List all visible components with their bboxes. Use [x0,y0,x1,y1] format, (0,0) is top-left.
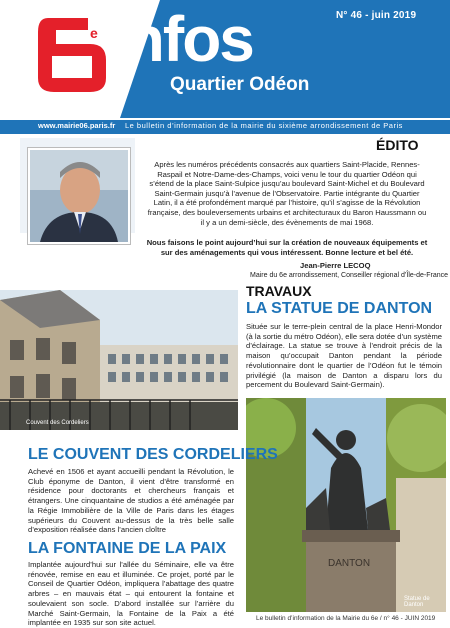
danton-photo [246,398,446,612]
footer: Le bulletin d’information de la Mairie du 6e / n° 46 - JUIN 2019 [256,615,436,622]
cordeliers-text: Achevé en 1506 et ayant accueilli pendant la Révolution, le Club éponyme de Danton, il vient d’être transformé en résidence pour doctorants et chercheurs français et étrangers. Une cinquantaine de studios a été aménagée par la Régie Immobilière de la Ville de Paris dans les étages supérieurs du Couvent au-dessus de la très belle salle d’exposition réalisée dans l’ancien cloître [28,467,234,535]
mayor-portrait [28,148,130,244]
issue-number: N° 46 - juin 2019 [336,10,417,21]
danton-title: LA STATUE DE DANTON [246,300,433,317]
edito-strong-text: Nous faisons le point aujourd’hui sur la création de nouveaux équipements et sur des aménagements qui vous intéressent. Bonne lecture et bel été. [146,238,428,257]
logo-six [28,8,120,94]
danton-text: Située sur le terre-plein central de la place Henri-Mondor (à la sortie du métro Odéon), elle sera dotée d’un système d’éclairage. La statue se trouve à l’endroit précis de la maison qu’occupait Danton pendant la période révolutionnaire dont le quartier de l’Odéon fut le témoin privilégié (la maison de Danton a disparu lors du percement du Boulevard Saint-Germain). [246,322,442,390]
cordeliers-title: LE COUVENT DES CORDELIERS [28,446,278,463]
danton-caption: Statue de Danton [404,596,430,608]
logo-sup: e [90,25,98,41]
fontaine-title: LA FONTAINE DE LA PAIX [28,540,227,557]
edito-title: ÉDITO [376,137,419,153]
signature: Jean-Pierre LECOQ [300,261,371,270]
signature-role: Maire du 6e arrondissement, Conseiller régional d’Île-de-France [250,272,449,279]
travaux-kicker: TRAVAUX [246,283,312,299]
site-url[interactable]: www.mairie06.paris.fr [38,121,116,130]
svg-text:DANTON: DANTON [328,558,371,569]
cordeliers-photo [0,290,238,430]
edito-text: Après les numéros précédents consacrés aux quartiers Saint-Placide, Rennes-Raspail et Notre-Dame-des-Champs, voici venu le tour du quartier Odéon qui s’étend de la place Saint-Sulpice jusqu’au boulevard Saint-Michel et du Boulevard Saint-Germain jusqu’à l’avenue de l’Observatoire. Partie intégrante du Quartier Latin, il a été profondément marqué par l’histoire, qu’il s’agisse de la Révolution française, des bouleversements urbains et architecturaux du Baron Haussmann ou il y a un demi-siècle, des évènements de mai 1968. [147,160,427,227]
logo-word: infos [110,3,253,75]
tagline: Le bulletin d’information de la mairie du sixième arrondissement de Paris [125,121,403,130]
subtitle: Quartier Odéon [170,74,310,95]
cordeliers-caption: Couvent des Cordeliers [26,420,89,426]
fontaine-text: Implantée aujourd’hui sur l’allée du Séminaire, elle va être rénovée, remise en eau et illuminée. Ce projet, porté par le Conseil de Quartier Odéon, impliquera l’abattage des quatre arbres – en mauvais état – qui entourent la fontaine et soulevaient son socle. D’abord installée sur l’arrière du Marché Saint-Germain, la Fontaine de la Paix a été implantée en 1935 sur son site actuel. [28,560,234,628]
